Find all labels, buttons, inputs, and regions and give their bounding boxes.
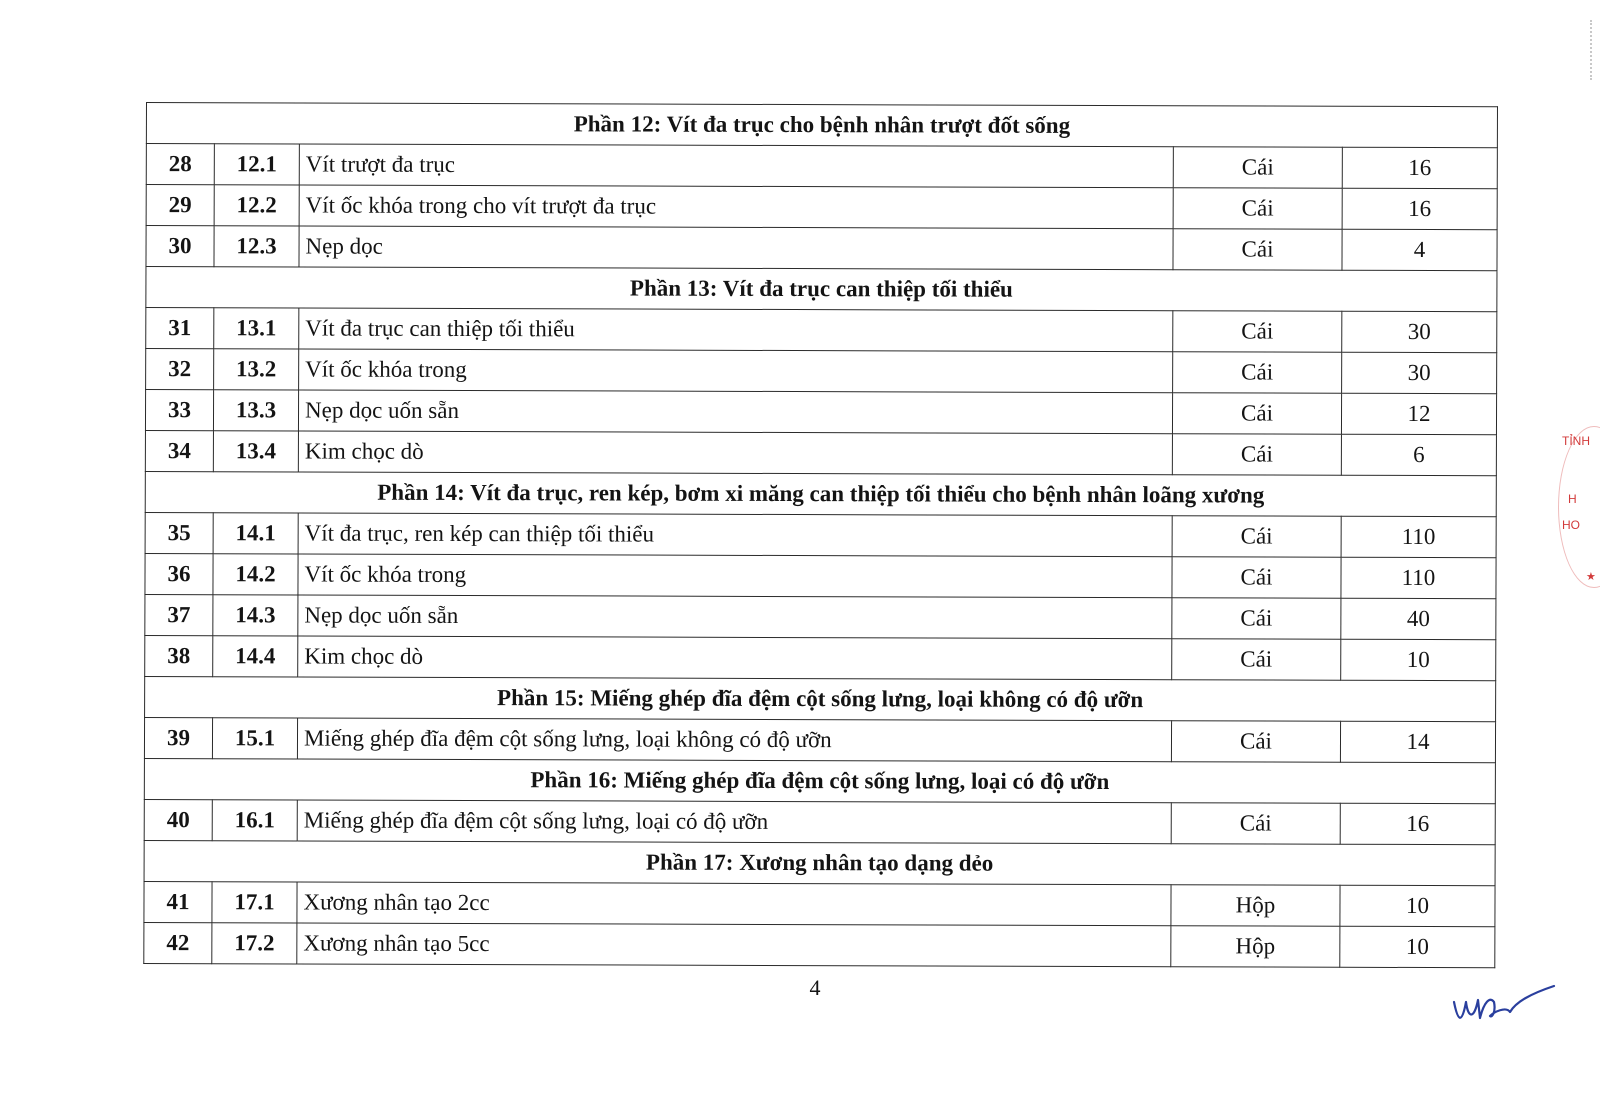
stamp-text-line: H: [1568, 492, 1577, 506]
section-row: [146, 103, 1497, 148]
section-title: Phần 17: Xương nhân tạo dạng dẻo: [144, 840, 1495, 885]
section-row: [144, 840, 1495, 885]
item-name: Xương nhân tạo 5cc: [297, 923, 1171, 967]
item-name: Kim chọc dò: [298, 431, 1172, 475]
item-name: Kim chọc dò: [298, 636, 1172, 680]
item-name: Miếng ghép đĩa đệm cột sống lưng, loại có độ ưỡn: [297, 800, 1171, 844]
item-name: Nẹp dọc uốn sẵn: [298, 390, 1172, 434]
handwritten-signature: [1450, 972, 1560, 1032]
item-unit: Cái: [1172, 516, 1341, 558]
section-title: Phần 14: Vít đa trục, ren kép, bơm xi măng can thiệp tối thiểu cho bệnh nhân loãng xương: [145, 471, 1496, 516]
item-name: Vít ốc khóa trong: [299, 349, 1173, 393]
section-title: Phần 15: Miếng ghép đĩa đệm cột sống lưng, loại không có độ ưỡn: [145, 676, 1496, 721]
item-unit: Cái: [1171, 721, 1340, 763]
item-name: Xương nhân tạo 2cc: [297, 882, 1171, 926]
stamp-text-line: HO: [1562, 518, 1580, 532]
red-stamp-fragment: [1556, 410, 1600, 600]
stamp-star-icon: ★: [1586, 571, 1596, 583]
item-quantity: 16: [1340, 803, 1495, 844]
item-unit: Cái: [1171, 803, 1340, 845]
row-number: 34: [145, 430, 213, 471]
items-table-body: [144, 103, 1498, 968]
table-row: [144, 799, 1495, 844]
item-code: 12.2: [214, 185, 299, 226]
item-code: 17.2: [212, 923, 297, 964]
item-unit: Cái: [1172, 598, 1341, 640]
item-code: 14.2: [213, 554, 298, 595]
item-quantity: 10: [1341, 639, 1496, 680]
section-row: [145, 471, 1496, 516]
table-row: [145, 553, 1496, 598]
stamp-text-line: TỈNH: [1562, 434, 1590, 448]
section-title: Phần 13: Vít đa trục can thiệp tối thiểu: [146, 267, 1497, 312]
item-code: 17.1: [212, 882, 297, 923]
row-number: 32: [146, 349, 214, 390]
table-row: [145, 594, 1496, 639]
item-unit: Cái: [1173, 188, 1342, 230]
table-row: [144, 717, 1495, 762]
section-row: [146, 267, 1497, 312]
item-quantity: 30: [1342, 311, 1497, 352]
item-quantity: 110: [1341, 557, 1496, 598]
row-number: 30: [146, 226, 214, 267]
item-code: 16.1: [212, 800, 297, 841]
item-quantity: 6: [1341, 434, 1496, 475]
table-row: [146, 349, 1497, 394]
item-quantity: 30: [1342, 352, 1497, 393]
table-row: [145, 430, 1496, 475]
item-code: 14.4: [213, 636, 298, 677]
item-code: 13.1: [214, 308, 299, 349]
section-row: [145, 676, 1496, 721]
item-unit: Cái: [1172, 639, 1341, 681]
row-number: 36: [145, 553, 213, 594]
row-number: 41: [144, 881, 212, 922]
item-name: Nẹp dọc: [299, 226, 1173, 270]
table-row: [146, 308, 1497, 353]
section-row: [144, 758, 1495, 803]
item-unit: Hộp: [1171, 926, 1340, 968]
item-code: 14.3: [213, 595, 298, 636]
row-number: 42: [144, 922, 212, 963]
item-quantity: 10: [1340, 885, 1495, 926]
item-name: Vít đa trục can thiệp tối thiểu: [299, 308, 1173, 352]
section-title: Phần 12: Vít đa trục cho bệnh nhân trượt đốt sống: [146, 103, 1497, 148]
item-quantity: 10: [1340, 926, 1495, 967]
item-quantity: 16: [1342, 188, 1497, 229]
item-name: Nẹp dọc uốn sẵn: [298, 595, 1172, 639]
item-unit: Cái: [1172, 434, 1341, 476]
section-title: Phần 16: Miếng ghép đĩa đệm cột sống lưng, loại có độ ưỡn: [144, 758, 1495, 803]
item-unit: Cái: [1173, 147, 1342, 189]
item-quantity: 4: [1342, 229, 1497, 270]
page-edge-mark: [1588, 20, 1592, 80]
stamp-ring: [1558, 426, 1600, 588]
row-number: 39: [144, 717, 212, 758]
item-unit: Cái: [1173, 352, 1342, 394]
item-code: 12.1: [214, 144, 299, 185]
row-number: 37: [145, 594, 213, 635]
row-number: 40: [144, 799, 212, 840]
item-quantity: 14: [1340, 721, 1495, 762]
item-quantity: 40: [1341, 598, 1496, 639]
table-row: [145, 512, 1496, 557]
item-code: 15.1: [212, 718, 297, 759]
item-unit: Cái: [1173, 229, 1342, 271]
table-row: [144, 881, 1495, 926]
table-row: [145, 390, 1496, 435]
item-code: 13.2: [214, 349, 299, 390]
item-code: 12.3: [214, 226, 299, 267]
page-number: 4: [809, 975, 821, 1000]
item-name: Vít đa trục, ren kép can thiệp tối thiểu: [298, 513, 1172, 557]
item-code: 14.1: [213, 513, 298, 554]
item-name: Vít trượt đa trục: [299, 144, 1173, 188]
item-name: Miếng ghép đĩa đệm cột sống lưng, loại không có độ ưỡn: [297, 718, 1171, 762]
items-table: [143, 102, 1498, 968]
item-quantity: 110: [1341, 516, 1496, 557]
row-number: 33: [145, 390, 213, 431]
item-unit: Cái: [1172, 393, 1341, 435]
table-row: [146, 185, 1497, 230]
item-unit: Cái: [1172, 557, 1341, 599]
item-quantity: 12: [1341, 393, 1496, 434]
item-code: 13.4: [213, 431, 298, 472]
item-name: Vít ốc khóa trong cho vít trượt đa trục: [299, 185, 1173, 229]
item-code: 13.3: [213, 390, 298, 431]
item-quantity: 16: [1342, 147, 1497, 188]
item-unit: Cái: [1173, 311, 1342, 353]
table-row: [146, 144, 1497, 189]
row-number: 31: [146, 308, 214, 349]
row-number: 28: [146, 144, 214, 185]
item-unit: Hộp: [1171, 885, 1340, 927]
row-number: 38: [145, 635, 213, 676]
table-row: [144, 922, 1495, 967]
row-number: 29: [146, 185, 214, 226]
row-number: 35: [145, 512, 213, 553]
table-row: [146, 226, 1497, 271]
item-name: Vít ốc khóa trong: [298, 554, 1172, 598]
table-row: [145, 635, 1496, 680]
